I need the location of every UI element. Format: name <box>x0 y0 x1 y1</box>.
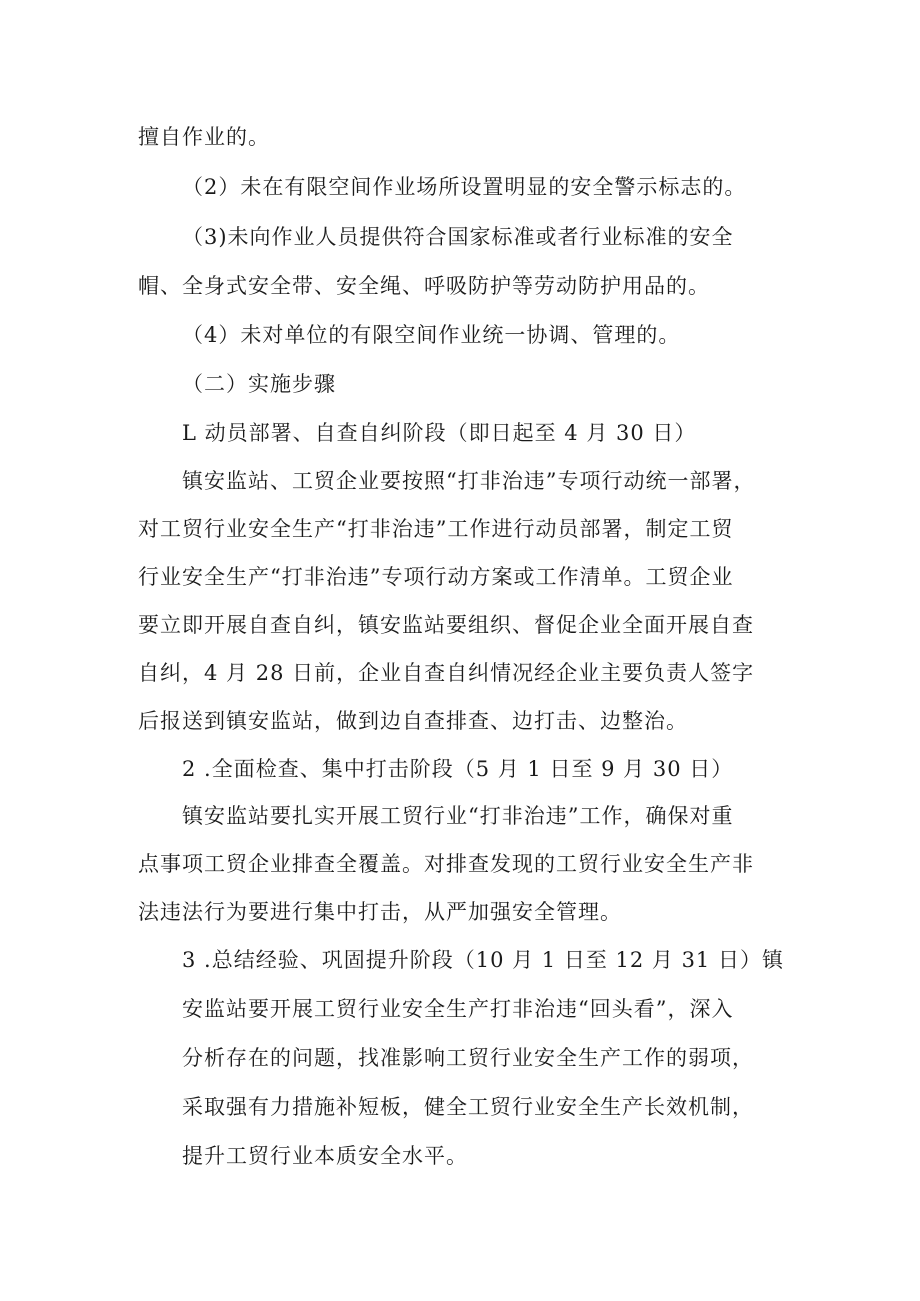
section-heading: （二）实施步骤 <box>182 372 336 396</box>
paragraph-line: 后报送到镇安监站，做到边自查排查、边打击、边整治。 <box>138 709 688 733</box>
paragraph-line: 法违法行为要进行集中打击，从严加强安全管理。 <box>138 900 622 924</box>
paragraph-line: 安监站要开展工贸行业安全生产打非治违“回头看”，深入 <box>182 997 734 1021</box>
paragraph-line: （2）未在有限空间作业场所设置明显的安全警示标志的。 <box>182 175 747 199</box>
step-heading: L 动员部署、自查自纠阶段（即日起至 4 月 30 日） <box>182 421 697 445</box>
paragraph-line: 采取强有力措施补短板，健全工贸行业安全生产长效机制， <box>182 1095 754 1119</box>
paragraph-line: 对工贸行业安全生产“打非治违”工作进行动员部署，制定工贸 <box>138 517 734 541</box>
paragraph-line: 点事项工贸企业排查全覆盖。对排查发现的工贸行业安全生产非 <box>138 852 754 876</box>
step-heading: 3 .总结经验、巩固提升阶段（10 月 1 日至 12 月 31 日）镇 <box>182 948 784 972</box>
paragraph-line: 镇安监站要扎实开展工贸行业“打非治违”工作，确保对重 <box>182 804 734 828</box>
paragraph-line: 要立即开展自查自纠，镇安监站要组织、督促企业全面开展自查 <box>138 613 754 637</box>
step-heading: 2 .全面检查、集中打击阶段（5 月 1 日至 9 月 30 日） <box>182 757 734 781</box>
paragraph-line: 提升工贸行业本质安全水平。 <box>182 1144 468 1168</box>
paragraph-line: 擅自作业的。 <box>138 125 270 149</box>
paragraph-line: 镇安监站、工贸企业要按照“打非治违”专项行动统一部署， <box>182 469 756 493</box>
paragraph-line: 分析存在的问题，找准影响工贸行业安全生产工作的弱项， <box>182 1046 754 1070</box>
paragraph-line: 帽、全身式安全带、安全绳、呼吸防护等劳动防护用品的。 <box>138 274 710 298</box>
paragraph-line: （4）未对单位的有限空间作业统一协调、管理的。 <box>182 323 681 347</box>
paragraph-line: 自纠，4 月 28 日前，企业自查自纠情况经企业主要负责人签字 <box>138 661 755 685</box>
paragraph-line: （3)未向作业人员提供符合国家标准或者行业标准的安全 <box>182 225 734 249</box>
paragraph-line: 行业安全生产“打非治违”专项行动方案或工作清单。工贸企业 <box>138 565 734 589</box>
